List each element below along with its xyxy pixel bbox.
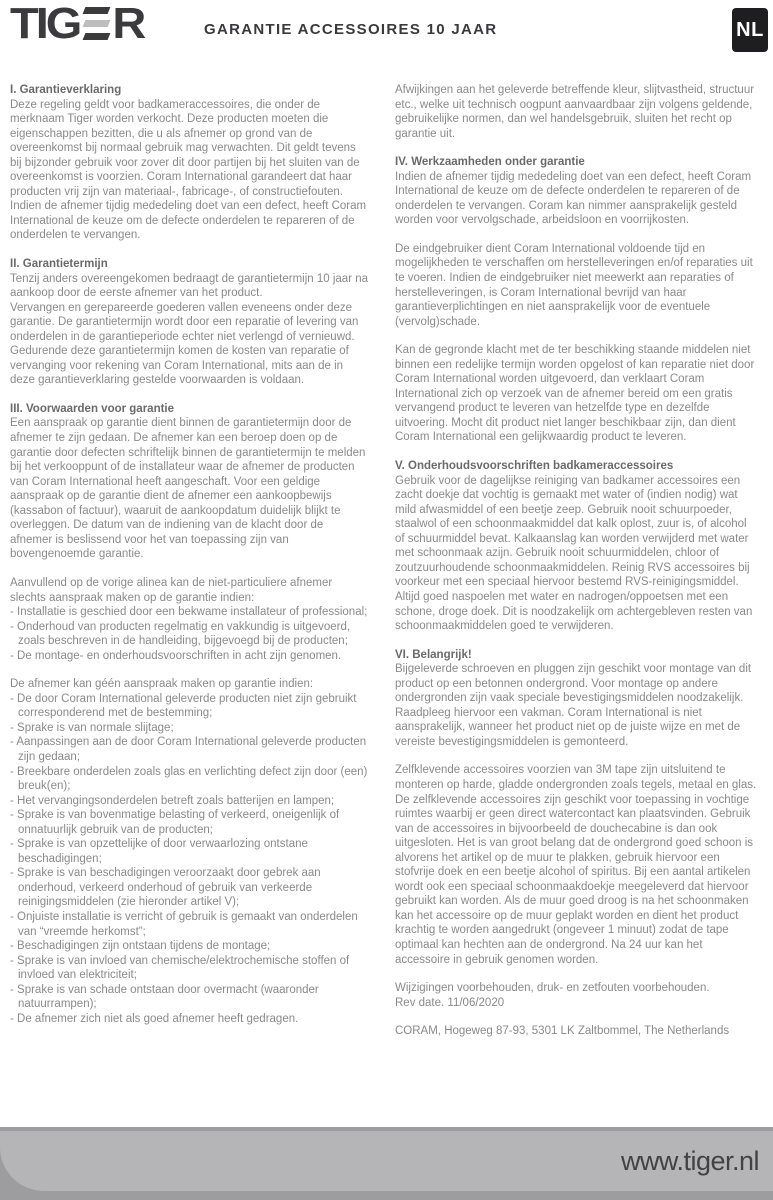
page-footer xyxy=(0,1127,773,1200)
paragraph: Indien de afnemer tijdig mededeling doet van een defect, heeft Coram International de keuze om de defecte onderdelen te repareren of de onderdelen te vervangen. Coram kan nimmer aansprakelijk gesteld worden voor vervolgschade, arbeidsloon en voorrijkosten. xyxy=(395,170,752,227)
logo-letters-right: R xyxy=(112,0,144,48)
paragraph: Vervangen en gerepareerde goederen vallen eveneens onder deze garantie. De garantietermijn wordt door een reparatie of levering van onderdelen in de garantieperiode echter niet verlengd of vernieuwd. xyxy=(10,301,359,343)
footer-panel xyxy=(0,1131,773,1191)
list-item: - Installatie is geschied door een bekwame installateur of professional; xyxy=(10,605,368,620)
list-item: - Beschadigingen zijn ontstaan tijdens de montage; xyxy=(10,939,368,954)
section-heading: II. Garantietermijn xyxy=(10,258,108,271)
paragraph: Deze regeling geldt voor badkameraccessoires, die onder de merknaam Tiger worden verkocht. Deze producten moeten die eigenschappen bezitten, die u als afnemer op grond van de overeenkomst bij normaal gebruik mag verwachten. Dit geldt tevens bij bijzonder gebruik voor zover dit door partijen bij het sluiten van de overeenkomst is voorzien. Coram International garandeert dat haar producten vrij zijn van materiaal-, fabricage-, of constructiefouten. Indien de afnemer tijdig mededeling doet van een defect, heeft Coram International de keuze om de defecte onderdelen te repareren of de onderdelen te vervangen. xyxy=(10,98,367,242)
tiger-logo xyxy=(10,0,144,48)
list-item: - Onjuiste installatie is verricht of gebruik is gemaakt van onderdelen van “vreemde herkomst”; xyxy=(10,910,368,939)
list-item: - De door Coram International geleverde producten niet zijn gebruikt corresponderend met de bestemming; xyxy=(10,692,368,721)
left-column xyxy=(10,83,368,1026)
list-item: - Sprake is van beschadigingen veroorzaakt door gebrek aan onderhoud, verkeerd onderhoud of gebruik van verkeerde reinigingsmiddelen (zie hieronder artikel V); xyxy=(10,866,368,910)
paragraph: Zelfklevende accessoires voorzien van 3M tape zijn uitsluitend te monteren op harde, gladde ondergronden zoals tegels, metaal en glas. De zelfklevende accessoires zijn geschikt voor toepassing in vochtige ruimtes waarbij er geen direct watercontact kan plaatsvinden. Gebruik van de accessoires in bijvoorbeeld de douchecabine is dan ook uitgesloten. Het is van groot belang dat de ondergrond goed schoon is alvorens het artikel op de muur te plakken, gebruik hiervoor een stofvrije doek en een beetje alcohol of spiritus. Bij een aantal artikelen wordt ook een speciaal schoonmaakdoekje meegeleverd dat hiervoor gebruikt kan worden. Als de muur goed droog is na het schoonmaken kan het accessoire op de muur geplakt worden en dient het product krachtig te worden aangedrukt (ongeveer 1 minuut) zodat de tape optimaal kan hechten aan de ondergrond. Na 24 uur kan het accessoire in gebruik genomen worden. xyxy=(395,764,757,966)
list-item: - Sprake is van normale slijtage; xyxy=(10,721,368,736)
paragraph: Gedurende deze garantietermijn komen de kosten van reparatie of vervanging voor rekening van Coram International, mits aan de in deze garantieverklaring gestelde voorwaarden is voldaan. xyxy=(10,345,349,387)
list-item: - Onderhoud van producten regelmatig en vakkundig is uitgevoerd, zoals beschreven in de handleiding, bijgevoegd bij de producten; xyxy=(10,620,368,649)
section-heading: V. Onderhoudsvoorschriften badkameraccessoires xyxy=(395,460,674,473)
logo-letters-left: TIG xyxy=(10,0,80,48)
right-column xyxy=(395,83,757,1039)
paragraph: Bijgeleverde schroeven en pluggen zijn geschikt voor montage van dit product op een betonnen ondergrond. Voor montage op andere ondergronden zijn vaak speciale bevestigingsmiddelen noodzakelijk. Raadpleeg hiervoor een vakman. Coram International is niet aansprakelijk, wanneer het product niet op de juiste wijze en met de vereiste bevestigingsmiddelen is gemonteerd. xyxy=(395,663,752,748)
section-heading: IV. Werkzaamheden onder garantie xyxy=(395,156,585,169)
list-item: - Het vervangingsonderdelen betreft zoals batterijen en lampen; xyxy=(10,794,368,809)
paragraph: Gebruik voor de dagelijkse reiniging van badkamer accessoires een zacht doekje dat vochtig is gemaakt met water of (indien nodig) wat mild afwasmiddel of een beetje zeep. Gebruik nooit schuurpoeder, staalwol of een schoonmaakmiddel dat kalk oplost, zuur is, of alcohol of schuurmiddel bevat. Kalkaanslag kan worden verwijderd met water met schoonmaak azijn. Gebruik nooit schuurmiddelen, chloor of zoutzuurhoudende schoonmaakmiddelen. Reinig RVS accessoires bij voorkeur met een speciaal hiervoor bestemd RVS-reinigingsmiddel. Altijd goed naspoelen met water en nadrogen/oppoetsen met een schone, droge doek. Dit is noodzakelijk om achtergebleven resten van schoonmaakmiddelen goed te verwijderen. xyxy=(395,474,753,633)
list-item: - De montage- en onderhoudsvoorschriften in acht zijn genomen. xyxy=(10,649,368,664)
paragraph: De eindgebruiker dient Coram International voldoende tijd en mogelijkheden te verschaffen om herstelleveringen en/of reparaties uit te voeren. Indien de eindgebruiker niet meewerkt aan reparaties of herstelleveringen, is Coram International bevrijd van haar garantieverplichtingen en niet aansprakelijk voor de eventuele (vervolg)schade. xyxy=(395,242,753,328)
paragraph: Kan de gegronde klacht met de ter beschikking staande middelen niet binnen een redelijke termijn worden opgelost of kan reparatie niet door Coram International worden uitgevoerd, dan verklaart Coram International zich op verzoek van de afnemer bereid om een gratis vervangend product te leveren van hetzelfde type en dezelfde uitvoering. Mocht dit product niet langer beschikbaar zijn, dan dient Coram International een gelijkwaardig product te leveren. xyxy=(395,344,755,444)
website-link[interactable]: www.tiger.nl xyxy=(620,1145,759,1176)
page-header xyxy=(0,0,773,60)
section-heading: I. Garantieverklaring xyxy=(10,84,122,96)
logo-e-bars-icon xyxy=(84,7,109,40)
paragraph: Tenzij anders overeengekomen bedraagt de garantietermijn 10 jaar na aankoop door de eerste afnemer van het product. xyxy=(10,272,369,300)
list-item: - Sprake is van opzettelijke of door verwaarlozing ontstane beschadigingen; xyxy=(10,837,368,866)
section-heading: III. Voorwaarden voor garantie xyxy=(10,402,175,415)
paragraph: Een aanspraak op garantie dient binnen de garantietermijn door de afnemer te zijn gedaan. De afnemer kan een beroep doen op de garantie door defecten schriftelijk binnen de garantietermijn te melden bij het verkooppunt of de installateur waar de afnemer de producten van Coram International heeft aangeschaft. Voor een geldige aanspraak op de garantie dient de afnemer een aankoopbewijs (kassabon of factuur), waaruit de aankoopdatum duidelijk blijkt te overleggen. De datum van de indiening van de klacht door de afnemer is beslissend voor het van toepassing zijn van bovengenoemde garantie. xyxy=(10,417,366,561)
paragraph: De afnemer kan géén aanspraak maken op garantie indien: xyxy=(10,678,314,691)
paragraph: Rev date. 11/06/2020 xyxy=(395,996,505,1009)
section-heading: VI. Belangrijk! xyxy=(395,648,472,661)
paragraph: Wijzigingen voorbehouden, druk- en zetfouten voorbehouden. xyxy=(395,982,710,995)
document-title: GARANTIE ACCESSOIRES 10 JAAR xyxy=(204,21,498,38)
list-item: - Sprake is van bovenmatige belasting of verkeerd, oneigenlijk of onnatuurlijk gebruik van de producten; xyxy=(10,808,368,837)
paragraph: Afwijkingen aan het geleverde betreffende kleur, slijtvastheid, structuur etc., welke uit technisch oogpunt aanvaardbaar zijn volgens geldende, gebruikelijke normen, dan wel handelsgebruik, sluiten het recht op garantie uit. xyxy=(395,84,755,140)
list-item: - Sprake is van schade ontstaan door overmacht (waaronder natuurrampen); xyxy=(10,983,368,1012)
language-badge: NL xyxy=(732,8,768,52)
list-item: - De afnemer zich niet als goed afnemer heeft gedragen. xyxy=(10,1012,368,1027)
list-item: - Sprake is van invloed van chemische/elektrochemische stoffen of invloed van elektriciteit; xyxy=(10,954,368,983)
paragraph: CORAM, Hogeweg 87-93, 5301 LK Zaltbommel, The Netherlands xyxy=(395,1025,730,1038)
list-item: - Breekbare onderdelen zoals glas en verlichting defect zijn door (een) breuk(en); xyxy=(10,765,368,794)
paragraph: Aanvullend op de vorige alinea kan de niet-particuliere afnemer slechts aanspraak maken op de garantie indien: xyxy=(10,576,333,604)
list-item: - Aanpassingen aan de door Coram International geleverde producten zijn gedaan; xyxy=(10,735,368,764)
